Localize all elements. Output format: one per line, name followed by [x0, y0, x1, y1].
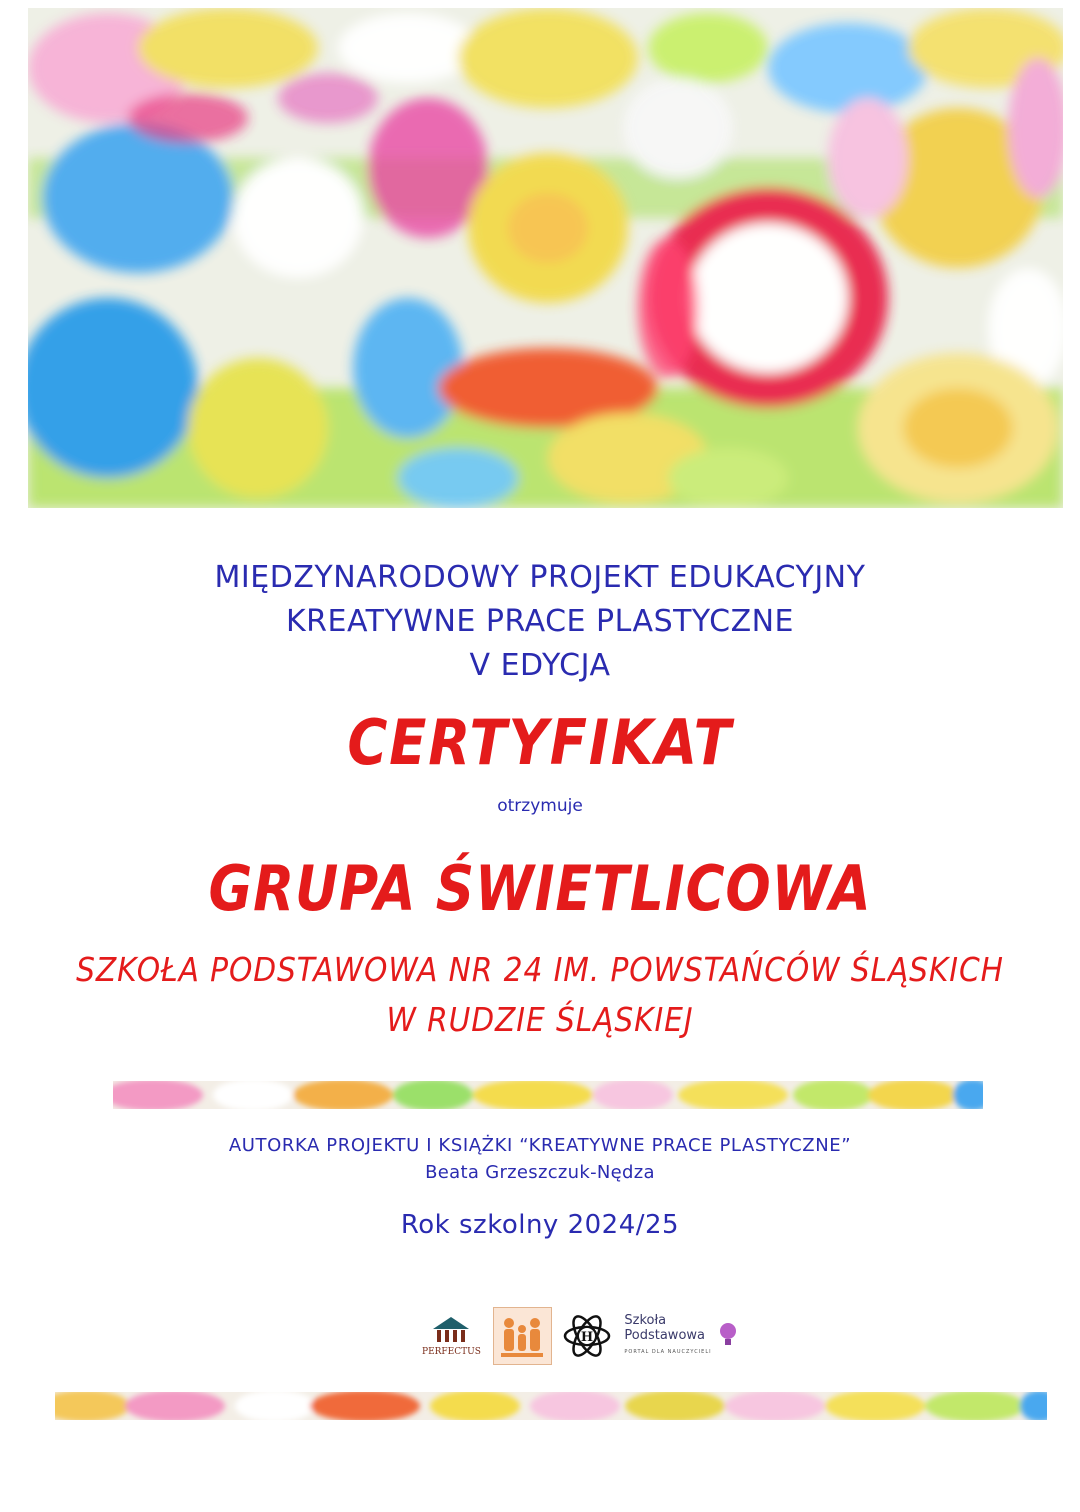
school-name-line2: W RUDZIE ŚLĄSKIEJ	[386, 1000, 694, 1039]
recipient-name: GRUPA ŚWIETLICOWA	[208, 852, 872, 925]
project-title-line1: MIĘDZYNARODOWY PROJEKT EDUKACYJNY	[214, 560, 866, 595]
author-name: Beata Grzeszczuk-Nędza	[425, 1162, 655, 1183]
decorative-stripe	[113, 1081, 983, 1109]
perfectus-label: PERFECTUS	[422, 1347, 481, 1357]
szkola-label: Szkoła	[624, 1312, 667, 1328]
school-year: Rok szkolny 2024/25	[400, 1210, 680, 1240]
artwork-banner	[28, 8, 1063, 508]
author-label: AUTORKA PROJEKTU I KSIĄŻKI “KREATYWNE PRACE PLASTYCZNE”	[228, 1135, 852, 1156]
school-name-line1: SZKOŁA PODSTAWOWA NR 24 IM. POWSTAŃCÓW ŚLĄSKICH	[76, 950, 1004, 989]
atom-logo-icon	[562, 1308, 612, 1364]
project-title-line2: KREATYWNE PRACE PLASTYCZNE	[285, 604, 795, 639]
lightbulb-logo-icon	[718, 1321, 738, 1351]
family-logo-icon	[493, 1307, 552, 1365]
portal-label: PORTAL DLA NAUCZYCIELI	[624, 1348, 712, 1355]
szkola-podstawowa-logo	[622, 1308, 740, 1364]
perfectus-logo-icon	[420, 1310, 483, 1362]
decorative-stripe-bottom	[55, 1392, 1047, 1420]
painting-image	[28, 8, 1063, 508]
certificate-title: CERTYFIKAT	[347, 706, 733, 779]
receives-label: otrzymuje	[497, 796, 583, 816]
podstawowa-label: Podstawowa	[624, 1327, 705, 1343]
svg-text:H: H	[580, 1330, 594, 1345]
edition-label: V EDYCJA	[469, 648, 611, 683]
sponsor-logos	[420, 1308, 740, 1364]
